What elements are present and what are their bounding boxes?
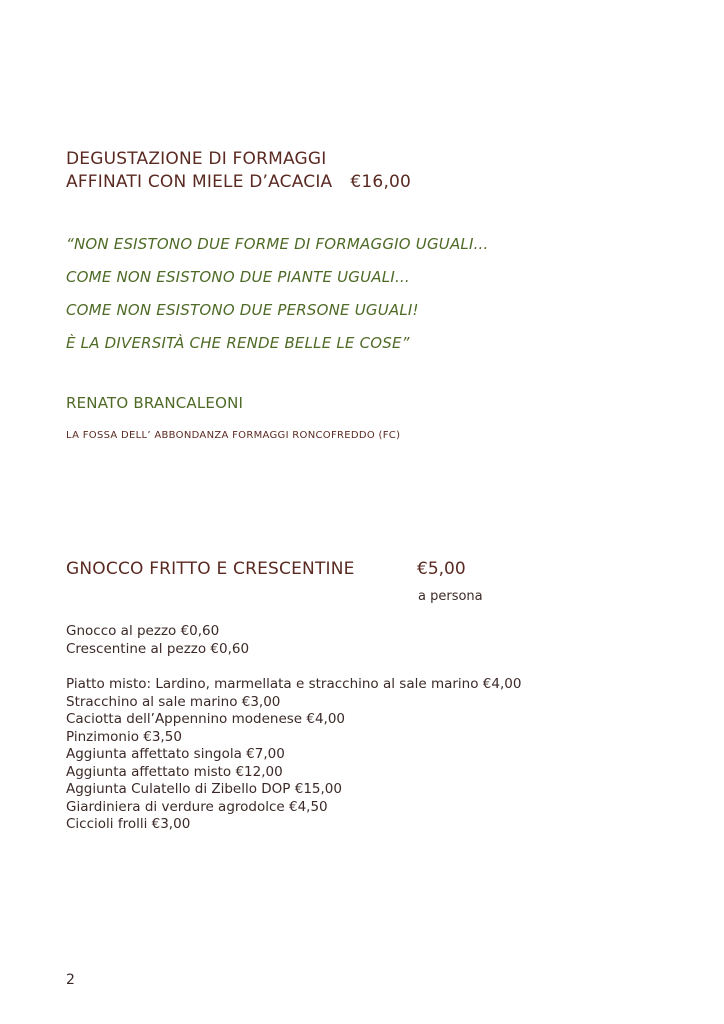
gnocco-section-price: €5,00 <box>417 559 466 579</box>
list-item: Caciotta dell’Appennino modenese €4,00 <box>66 711 346 727</box>
list-item: Gnocco al pezzo €0,60 <box>66 623 220 639</box>
gnocco-pieces-list <box>66 623 249 658</box>
list-item: Aggiunta Culatello di Zibello DOP €15,00 <box>66 781 342 797</box>
cheese-producer: LA FOSSA DELL’ ABBONDANZA FORMAGGI RONCOFREDDO (FC) <box>66 430 401 441</box>
quote-line-2: COME NON ESISTONO DUE PIANTE UGUALI... <box>66 268 410 286</box>
list-item: Giardiniera di verdure agrodolce €4,50 <box>66 798 328 815</box>
page-number: 2 <box>66 972 75 988</box>
extras-list <box>66 676 521 834</box>
list-item: Pinzimonio €3,50 <box>66 728 182 745</box>
price-unit-label: a persona <box>418 589 483 604</box>
quote-line-4: È LA DIVERSITÀ CHE RENDE BELLE LE COSE” <box>66 334 410 352</box>
cheese-tasting-title-line1 <box>66 148 326 170</box>
list-item: Piatto misto: Lardino, marmellata e stracchino al sale marino €4,00 <box>66 676 522 692</box>
list-item: Stracchino al sale marino €3,00 <box>66 693 281 710</box>
list-item: Aggiunta affettato singola €7,00 <box>66 746 285 762</box>
quote-line-3: COME NON ESISTONO DUE PERSONE UGUALI! <box>66 301 419 319</box>
quote-line-1: “NON ESISTONO DUE FORME DI FORMAGGIO UGUALI... <box>66 235 489 253</box>
list-item: Ciccioli frolli €3,00 <box>66 816 191 832</box>
cheese-tasting-price: €16,00 <box>350 172 412 192</box>
cheese-tasting-title-line2 <box>66 171 411 193</box>
list-item: Aggiunta affettato misto €12,00 <box>66 763 283 780</box>
cheese-tasting-title-text-2: AFFINATI CON MIELE D’ACACIA <box>66 172 333 192</box>
list-item: Crescentine al pezzo €0,60 <box>66 640 250 657</box>
cheese-tasting-title-text-1: DEGUSTAZIONE DI FORMAGGI <box>66 149 327 169</box>
quote-author: RENATO BRANCALEONI <box>66 394 244 412</box>
gnocco-section-title: GNOCCO FRITTO E CRESCENTINE <box>66 559 355 579</box>
